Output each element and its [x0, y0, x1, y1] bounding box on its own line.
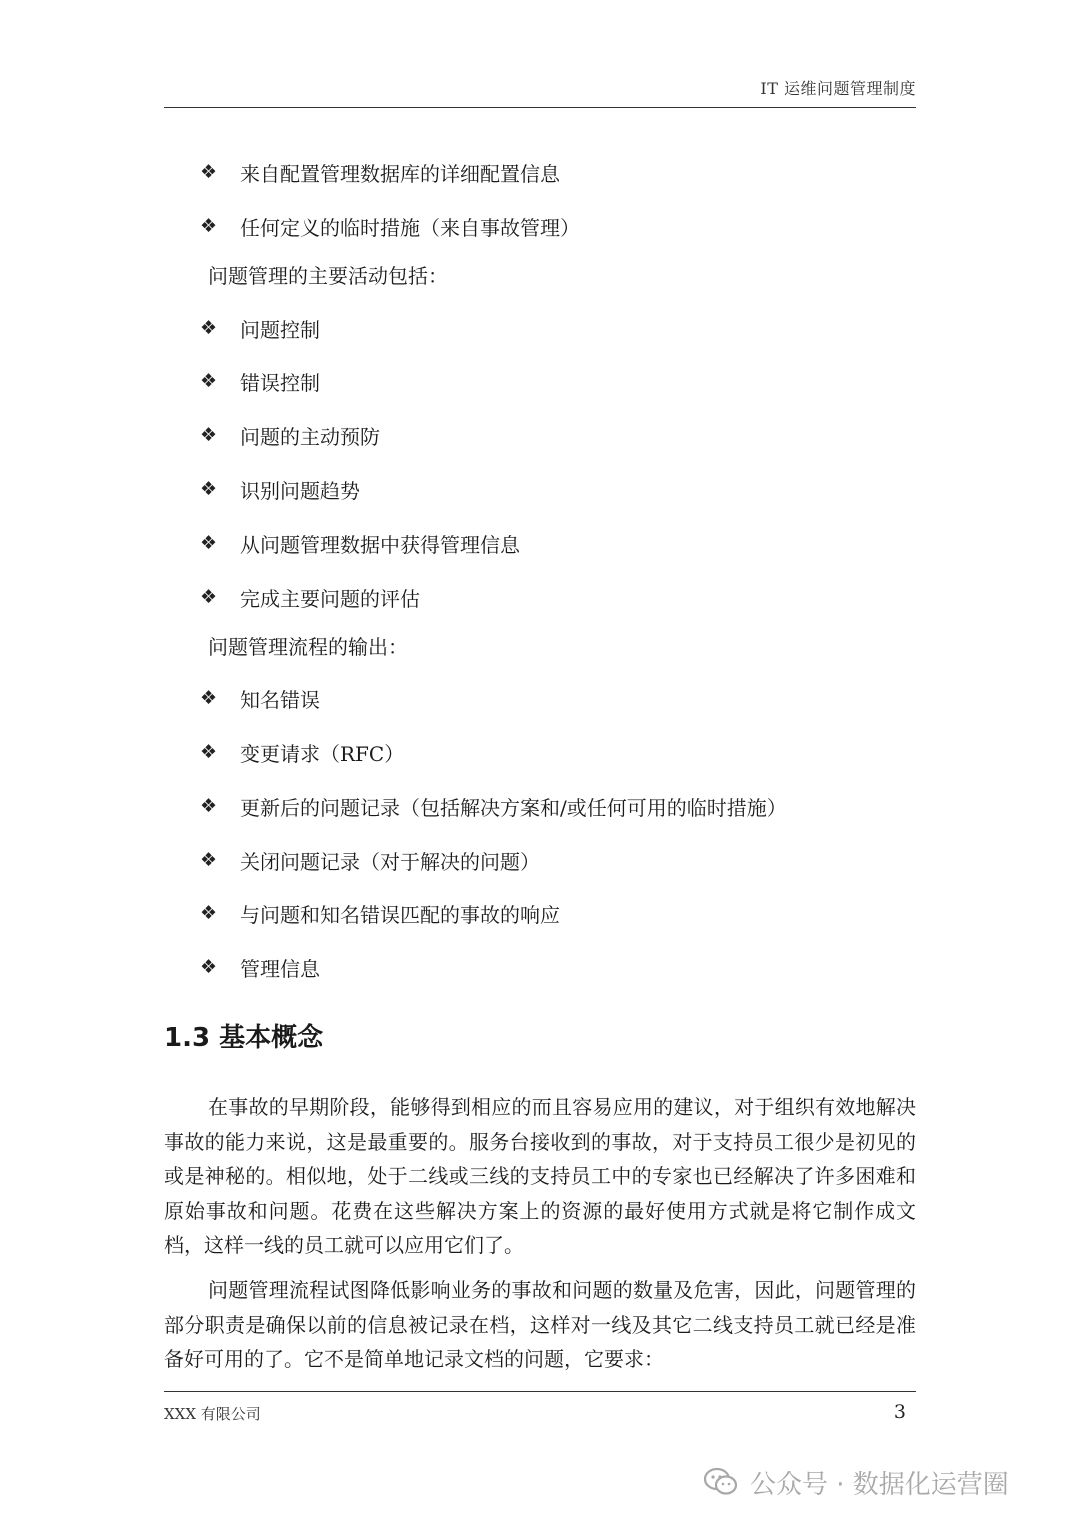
- list-item-text: 识别问题趋势: [240, 478, 360, 503]
- list-item: [200, 366, 320, 396]
- diamond-bullet-icon: ❖: [200, 424, 218, 446]
- outputs-lead: 问题管理流程的输出：: [208, 635, 408, 659]
- diamond-bullet-icon: ❖: [200, 956, 218, 978]
- list-item-text: 与问题和知名错误匹配的事故的响应: [240, 902, 560, 927]
- diamond-bullet-icon: ❖: [200, 317, 218, 339]
- diamond-bullet-icon: ❖: [200, 795, 218, 817]
- diamond-bullet-icon: ❖: [200, 215, 218, 237]
- list-item-text: 管理信息: [240, 956, 320, 981]
- list-item: [200, 211, 580, 241]
- diamond-bullet-icon: ❖: [200, 478, 218, 500]
- list-item-text: 任何定义的临时措施（来自事故管理）: [240, 215, 580, 240]
- list-item: [200, 582, 420, 612]
- diamond-bullet-icon: ❖: [200, 586, 218, 608]
- list-item: [200, 952, 320, 982]
- header-divider: [164, 107, 916, 108]
- watermark-text: 公众号 · 数据化运营圈: [750, 1469, 1009, 1500]
- list-item: [200, 737, 404, 767]
- wechat-icon: [704, 1467, 738, 1497]
- diamond-bullet-icon: ❖: [200, 902, 218, 924]
- watermark: [704, 1462, 1009, 1502]
- list-item-text: 错误控制: [240, 370, 320, 395]
- list-item: [200, 898, 560, 928]
- list-item-text: 从问题管理数据中获得管理信息: [240, 532, 520, 557]
- list-item-text: 变更请求（RFC）: [240, 741, 405, 766]
- list-item-text: 问题控制: [240, 317, 320, 342]
- list-item: [200, 683, 320, 713]
- list-item-text: 知名错误: [240, 687, 320, 712]
- list-item: [200, 420, 380, 450]
- list-item: [200, 157, 560, 187]
- list-item-text: 完成主要问题的评估: [240, 586, 420, 611]
- section-heading: 1.3 基本概念: [164, 1023, 324, 1053]
- list-item: [200, 791, 787, 821]
- footer-company: XXX 有限公司: [164, 1405, 261, 1423]
- diamond-bullet-icon: ❖: [200, 532, 218, 554]
- activities-lead: 问题管理的主要活动包括：: [208, 264, 448, 288]
- body-paragraph: 问题管理流程试图降低影响业务的事故和问题的数量及危害，因此，问题管理的部分职责是确保以前的信息被记录在档，这样对一线及其它二线支持员工就已经是准备好可用的了。它不是简单地记录文档的问题，它要求：: [164, 1278, 916, 1371]
- list-item-text: 问题的主动预防: [240, 424, 380, 449]
- diamond-bullet-icon: ❖: [200, 741, 218, 763]
- footer-divider: [164, 1391, 916, 1392]
- diamond-bullet-icon: ❖: [200, 687, 218, 709]
- list-item-text: 更新后的问题记录（包括解决方案和/或任何可用的临时措施）: [240, 795, 787, 820]
- list-item: [200, 313, 320, 343]
- list-item: [200, 528, 520, 558]
- list-item-text: 来自配置管理数据库的详细配置信息: [240, 161, 560, 186]
- header-title: IT 运维问题管理制度: [760, 79, 916, 98]
- diamond-bullet-icon: ❖: [200, 161, 218, 183]
- list-item-text: 关闭问题记录（对于解决的问题）: [240, 849, 540, 874]
- list-item: [200, 845, 540, 875]
- diamond-bullet-icon: ❖: [200, 849, 218, 871]
- list-item: [200, 474, 360, 504]
- page-number: 3: [893, 1401, 906, 1423]
- diamond-bullet-icon: ❖: [200, 370, 218, 392]
- body-paragraph: 在事故的早期阶段，能够得到相应的而且容易应用的建议，对于组织有效地解决事故的能力来说，这是最重要的。服务台接收到的事故，对于支持员工很少是初见的或是神秘的。相似地，处于二线或三线的支持员工中的专家也已经解决了许多困难和原始事故和问题。花费在这些解决方案上的资源的最好使用方式就是将它制作成文档，这样一线的员工就可以应用它们了。: [164, 1095, 916, 1257]
